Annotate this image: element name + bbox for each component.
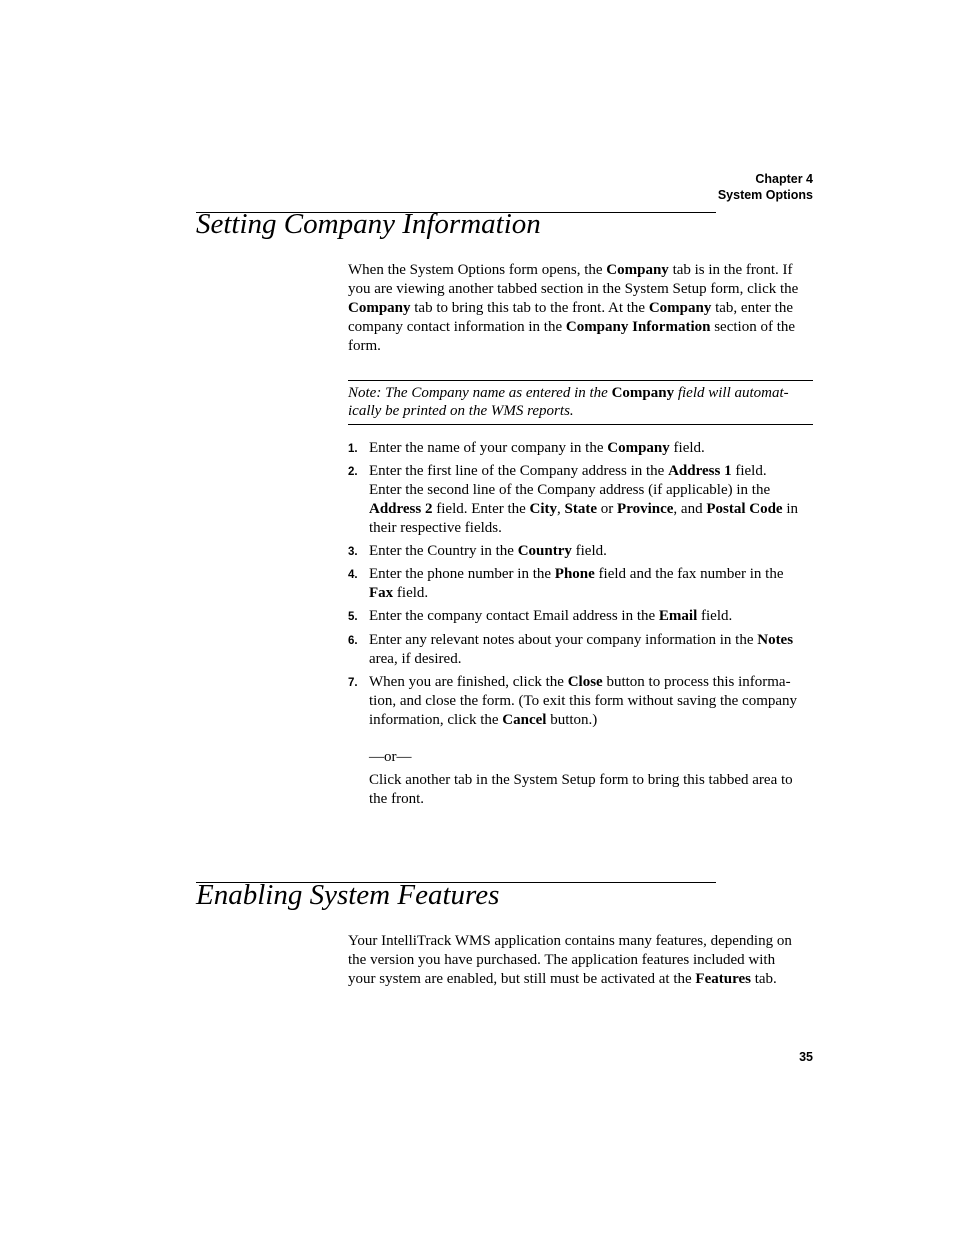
text-run: ically be printed on the WMS reports. — [348, 403, 574, 419]
text-line — [348, 384, 813, 402]
features-paragraph — [348, 932, 814, 989]
text-run: , — [557, 501, 565, 517]
text-line — [348, 337, 814, 356]
text-run: their respective fields. — [369, 520, 502, 536]
bold-term: Company Information — [565, 319, 711, 335]
text-run: the front. — [369, 791, 424, 807]
step-number: 2. — [348, 466, 358, 478]
step-number: 1. — [348, 443, 358, 455]
text-run: button.) — [546, 712, 598, 728]
text-run: you are viewing another tabbed section in the System Setup form, click the — [348, 281, 799, 297]
text-lines — [348, 261, 814, 356]
intro-paragraph — [348, 261, 814, 356]
text-line — [369, 790, 793, 809]
step-text — [369, 607, 732, 626]
text-run: When the System Options form opens, the — [348, 262, 607, 278]
bold-term: Address 2 — [369, 501, 433, 517]
step-text — [369, 631, 793, 669]
text-lines — [348, 932, 814, 989]
text-line — [369, 650, 793, 669]
text-run: Enter the company contact Email address in the — [369, 608, 659, 624]
step-number: 3. — [348, 546, 358, 558]
text-run: tab is in the front. If — [668, 262, 793, 278]
text-run: the version you have purchased. The application features included with — [348, 952, 776, 968]
text-run: area, if desired. — [369, 651, 462, 667]
bold-term: Features — [695, 971, 751, 987]
step-number: 7. — [348, 677, 358, 689]
step-number: 6. — [348, 635, 358, 647]
bold-term: Email — [658, 608, 698, 624]
text-run: Enter the Country in the — [369, 543, 518, 559]
text-run: Click another tab in the System Setup form to bring this tabbed area to — [369, 772, 793, 788]
text-run: tab, enter the — [711, 300, 793, 316]
or-text: —or— — [369, 749, 412, 765]
text-line — [348, 970, 814, 989]
bold-term: Company — [648, 300, 712, 316]
page-number: 35 — [799, 1050, 813, 1064]
text-run: Enter the first line of the Company address in the — [369, 463, 669, 479]
text-line — [369, 462, 798, 481]
step-text — [369, 439, 705, 458]
text-run: Enter the phone number in the — [369, 566, 555, 582]
text-line — [348, 299, 814, 318]
text-run: , and — [673, 501, 707, 517]
note-text — [348, 384, 813, 420]
text-run: Enter the name of your company in the — [369, 440, 608, 456]
text-line — [369, 607, 732, 626]
text-run: field. — [393, 585, 429, 601]
text-run: section of the — [710, 319, 796, 335]
text-line — [348, 932, 814, 951]
step-text — [369, 565, 783, 603]
step-text — [369, 673, 797, 730]
note-box — [348, 380, 813, 425]
running-header — [718, 171, 813, 203]
text-run: Your IntelliTrack WMS application contains many features, depending on — [348, 933, 792, 949]
text-line — [369, 500, 798, 519]
text-line — [369, 565, 783, 584]
text-run: Enter the second line of the Company address (if applicable) in the — [369, 482, 771, 498]
text-run: field. — [697, 608, 733, 624]
text-run: your system are enabled, but still must be activated at the — [348, 971, 696, 987]
text-line — [369, 631, 793, 650]
step-number: 4. — [348, 569, 358, 581]
text-line — [348, 280, 814, 299]
text-run: field will automat- — [674, 385, 789, 401]
alternative-text — [369, 771, 793, 809]
text-line — [369, 481, 798, 500]
text-run: tab to bring this tab to the front. At the — [410, 300, 649, 316]
text-run: button to process this informa- — [602, 674, 791, 690]
bold-term: Phone — [554, 566, 595, 582]
bold-term: Company — [607, 440, 670, 456]
bold-term: Fax — [369, 585, 394, 601]
text-line — [369, 692, 797, 711]
text-run: field and the fax number in the — [594, 566, 784, 582]
text-line — [369, 711, 797, 730]
text-line — [369, 439, 705, 458]
bold-term: Cancel — [502, 712, 547, 728]
bold-term: Company — [611, 385, 675, 401]
step-text — [369, 542, 607, 561]
bold-term: Notes — [757, 632, 794, 648]
text-run: tab. — [750, 971, 777, 987]
chapter-label: Chapter 4 — [755, 172, 813, 186]
text-run: field. Enter the — [432, 501, 530, 517]
text-run: field. — [571, 543, 607, 559]
text-line — [369, 771, 793, 790]
text-run: field. — [669, 440, 705, 456]
text-run: Note: The Company name as entered in the — [348, 385, 612, 401]
text-run: tion, and close the form. (To exit this form without saving the company — [369, 693, 798, 709]
step-text — [369, 462, 798, 538]
bold-term: Company — [606, 262, 669, 278]
bold-term: State — [564, 501, 598, 517]
text-line — [369, 519, 798, 538]
text-line — [369, 542, 607, 561]
text-run: company contact information in the — [348, 319, 566, 335]
text-run: information, click the — [369, 712, 503, 728]
text-run: field. — [731, 463, 767, 479]
text-run: Enter any relevant notes about your company information in the — [369, 632, 758, 648]
bold-term: City — [529, 501, 558, 517]
section-label: System Options — [717, 188, 813, 202]
text-line — [369, 673, 797, 692]
text-line — [348, 261, 814, 280]
bold-term: Province — [617, 501, 674, 517]
bold-term: Address 1 — [668, 463, 732, 479]
step-number: 5. — [348, 611, 358, 623]
text-run: in — [782, 501, 799, 517]
bold-term: Company — [348, 300, 411, 316]
bold-term: Close — [567, 674, 603, 690]
text-line — [369, 584, 783, 603]
text-run: or — [597, 501, 618, 517]
text-line — [348, 951, 814, 970]
bold-term: Postal Code — [706, 501, 783, 517]
text-line — [348, 318, 814, 337]
text-line — [348, 402, 813, 420]
bold-term: Country — [517, 543, 572, 559]
text-run: form. — [348, 338, 381, 354]
text-run: When you are finished, click the — [369, 674, 568, 690]
section-heading: Setting Company Information — [196, 208, 541, 240]
section-heading: Enabling System Features — [196, 879, 500, 911]
